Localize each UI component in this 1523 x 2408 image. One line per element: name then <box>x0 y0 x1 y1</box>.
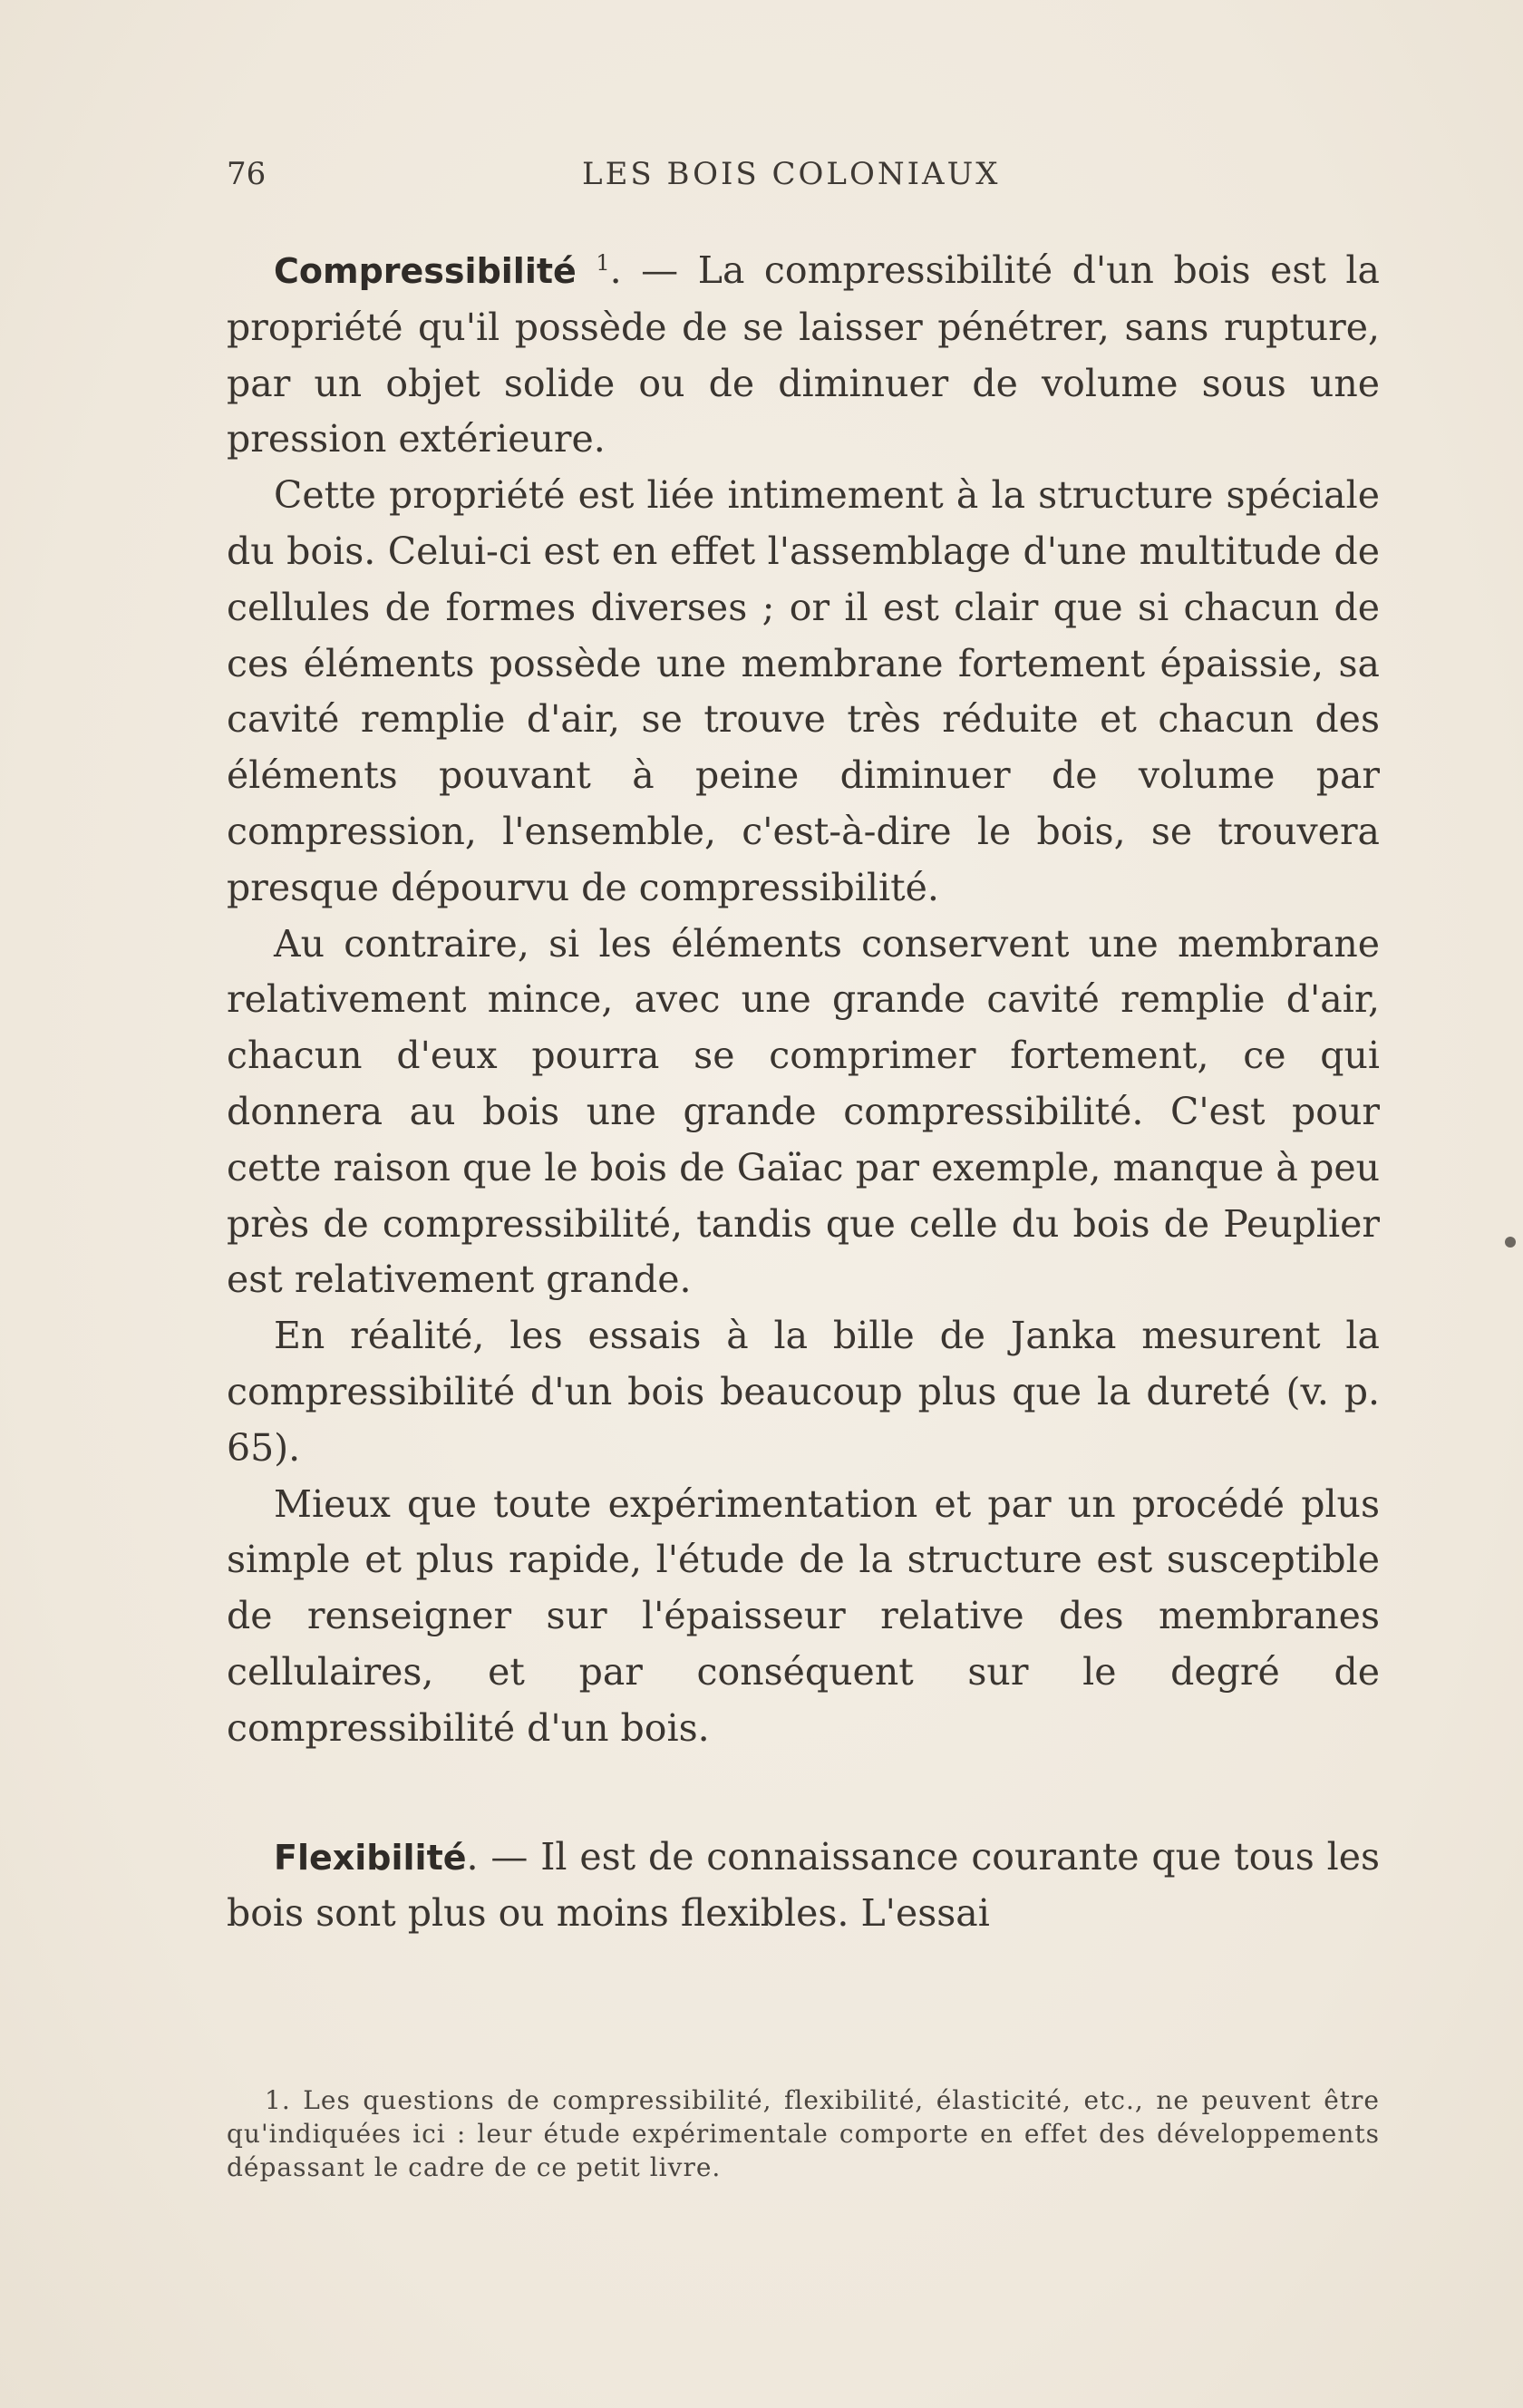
paragraph: En réalité, les essais à la bille de Janka mesurent la compressibilité d'un bois beaucoup plus que la dureté (v. p. 65). <box>227 1314 1380 1470</box>
paragraph-flexibilite-intro <box>227 1830 1380 1943</box>
page-number: 76 <box>227 156 267 192</box>
section-spacer <box>227 1757 1380 1830</box>
running-title: LES BOIS COLONIAUX <box>582 156 1001 192</box>
footnote <box>227 2083 1380 2184</box>
footnote-text: . Les questions de compressibilité, flexibilité, élasticité, etc., ne peuvent être qu'indiquées ici : leur étude expérimentale comporte en effet des développements dépassant le cadre de ce petit livre. <box>227 2085 1380 2182</box>
paragraph-compressibilite-intro <box>227 243 1380 468</box>
section-heading-compressibilite: Compressibilité <box>274 251 577 291</box>
running-header <box>227 156 1380 201</box>
compressibilite-definition: . — La compressibilité d'un bois est la propriété qu'il possède de se laisser pénétrer, sans rupture, par un objet solide ou de diminuer de volume sous une pression extérieure. <box>227 248 1380 461</box>
section-heading-flexibilite: Flexibilité <box>274 1837 467 1878</box>
margin-speck <box>1505 1237 1516 1248</box>
paragraph: Cette propriété est liée intimement à la structure spéciale du bois. Celui-ci est en effet l'assemblage d'une multitude de cellules de formes diverses ; or il est clair que si chacun de ces éléments possède une membrane fortement épaissie, sa cavité remplie d'air, se trouve très réduite et chacun des éléments pouvant à peine diminuer de volume par compression, l'ensemble, c'est-à-dire le bois, se trouvera presque dépourvu de compressibilité. <box>227 473 1380 909</box>
paragraph: Mieux que toute expérimentation et par un procédé plus simple et plus rapide, l'étude de la structure est susceptible de renseigner sur l'épaisseur relative des membranes cellulaires, et par conséquent sur le degré de compressibilité d'un bois. <box>227 1481 1380 1750</box>
footnote-reference[interactable]: 1 <box>596 250 610 276</box>
paragraph: Au contraire, si les éléments conservent une membrane relativement mince, avec une grande cavité remplie d'air, chacun d'eux pourra se comprimer fortement, ce qui donnera au bois une grande compressibilité. C'est pour cette raison que le bois de Gaïac par exemple, manque à peu près de compressibilité, tandis que celle du bois de Peuplier est relativement grande. <box>227 921 1380 1302</box>
footnote-marker: 1 <box>265 2085 282 2115</box>
flexibilite-text: . — Il est de connaissance courante que tous les bois sont plus ou moins flexibles. L'essai <box>227 1834 1380 1936</box>
body-text <box>227 243 1380 1942</box>
